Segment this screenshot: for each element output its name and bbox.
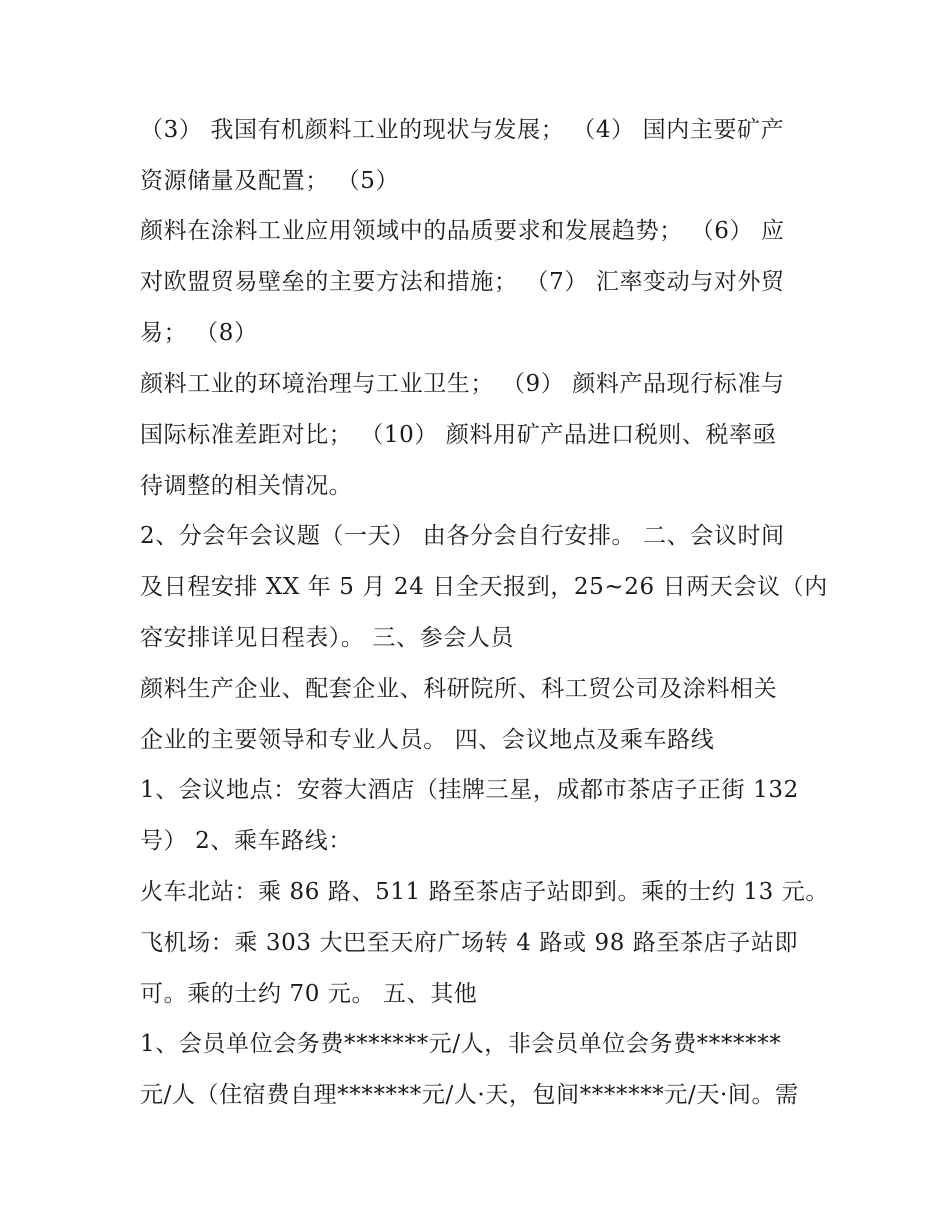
text-line: 国际标准差距对比； （10） 颜料用矿产品进口税则、税率亟 (140, 422, 777, 448)
text-line: 易； （8） (140, 320, 258, 346)
text-line: 资源储量及配置； （5） (140, 168, 400, 194)
text-line: （3） 我国有机颜料工业的现状与发展； （4） 国内主要矿产 (140, 117, 785, 143)
text-line: 飞机场：乘 303 大巴至天府广场转 4 路或 98 路至茶店子站即 (140, 930, 799, 956)
text-line: 企业的主要领导和专业人员。 四、会议地点及乘车路线 (140, 727, 715, 753)
text-line: 及日程安排 XX 年 5 月 24 日全天报到，25~26 日两天会议（内 (140, 574, 828, 600)
text-line: 可。乘的士约 70 元。 五、其他 (140, 981, 478, 1007)
text-line: 1、会员单位会务费*******元/人，非会员单位会务费******* (140, 1031, 782, 1057)
text-line: 待调整的相关情况。 (140, 473, 353, 499)
text-line: 颜料生产企业、配套企业、科研院所、科工贸公司及涂料相关 (140, 676, 778, 702)
text-line: 对欧盟贸易壁垒的主要方法和措施； （7） 汇率变动与对外贸 (140, 269, 785, 295)
text-line: 号） 2、乘车路线： (140, 828, 352, 854)
text-line: 元/人（住宿费自理*******元/人·天，包间*******元/天·间。需 (140, 1082, 799, 1108)
text-line: 2、分会年会议题（一天） 由各分会自行安排。 二、会议时间 (140, 523, 785, 549)
text-line: 容安排详见日程表）。 三、参会人员 (140, 625, 515, 651)
text-line: 颜料在涂料工业应用领域中的品质要求和发展趋势； （6） 应 (140, 218, 785, 244)
text-line: 火车北站：乘 86 路、511 路至茶店子站即到。乘的士约 13 元。 (140, 879, 829, 905)
text-line: 1、会议地点：安蓉大酒店（挂牌三星，成都市茶店子正街 132 (140, 777, 799, 803)
text-line: 颜料工业的环境治理与工业卫生； （9） 颜料产品现行标准与 (140, 371, 785, 397)
